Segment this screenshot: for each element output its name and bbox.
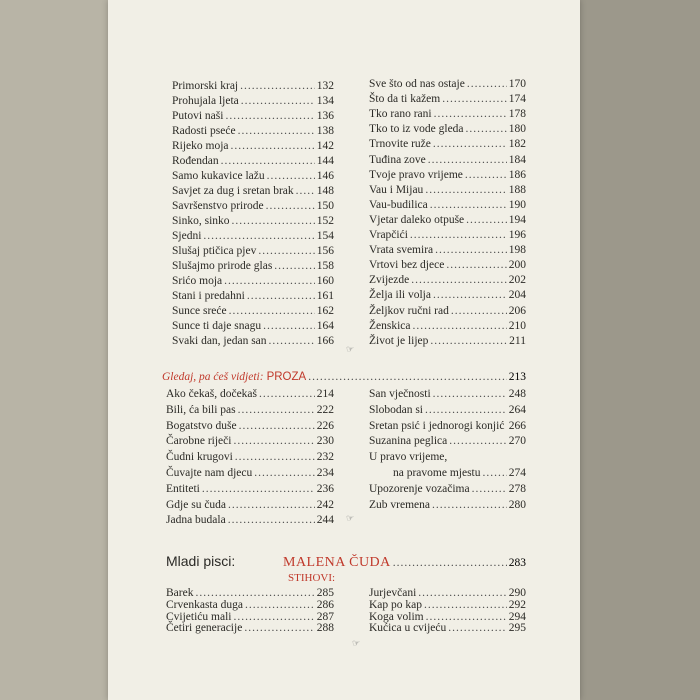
prose-heading-lead: Gledaj, pa ćeš vidjeti: (162, 371, 264, 383)
toc-entry (172, 155, 334, 167)
toc-entry-title: Slušajmo prirode glas (172, 260, 273, 272)
toc-entry (369, 259, 526, 271)
toc-entry (369, 108, 526, 120)
leader-dots (465, 169, 507, 181)
toc-entry (369, 320, 526, 332)
toc-entry-title: Putovi naši (172, 110, 224, 122)
toc-entry (172, 170, 334, 182)
leader-dots (430, 335, 507, 347)
toc-entry-title: Barek (166, 587, 194, 599)
toc-entry-title: Ako čekaš, dočekaš (166, 388, 258, 400)
toc-entry (166, 467, 334, 479)
toc-entry-page: 206 (508, 304, 526, 317)
toc-entry (172, 215, 334, 227)
toc-entry-page: 270 (508, 435, 526, 448)
toc-entry-title: Vjetar daleko otpuše (369, 213, 465, 226)
leader-dots (232, 215, 315, 227)
toc-entry-page: 186 (508, 168, 526, 181)
toc-entry-title: San vječnosti (369, 388, 431, 400)
toc-entry-title: Tuđina zove (369, 153, 426, 166)
toc-entry (166, 388, 334, 400)
leader-dots (274, 260, 314, 272)
leader-dots (238, 125, 315, 137)
toc-entry-title: Entiteti (166, 482, 200, 495)
toc-entry-page: 152 (316, 215, 334, 227)
toc-entry (172, 335, 334, 347)
toc-entry-page: 214 (316, 388, 334, 400)
toc-entry (369, 229, 526, 241)
leader-dots (451, 305, 507, 317)
toc-entry-title: Sve što od nas ostaje (369, 78, 465, 90)
toc-entry-title: Stani i predahni (172, 290, 245, 302)
leader-dots (483, 467, 507, 479)
toc-entry-page: 158 (316, 260, 334, 272)
toc-entry-title: Sunce ti daje snagu (172, 320, 262, 332)
toc-entry (369, 483, 526, 495)
toc-entry-page: 182 (508, 138, 526, 151)
leader-dots (430, 199, 507, 211)
toc-entry-page: 174 (508, 93, 526, 106)
toc-entry (166, 514, 334, 526)
toc-entry-page: 294 (508, 610, 526, 623)
toc-entry (172, 95, 334, 107)
leader-dots (296, 185, 315, 197)
toc-entry-page: 210 (508, 319, 526, 332)
leader-dots (472, 483, 507, 495)
toc-entry-title: Radosti pseće (172, 125, 236, 137)
toc-entry (369, 622, 526, 634)
toc-entry-page: 232 (316, 451, 334, 464)
toc-entry (166, 622, 334, 634)
toc-entry-page: 287 (316, 610, 334, 623)
toc-entry-page: 170 (508, 78, 526, 90)
toc-entry (172, 260, 334, 272)
toc-entry (369, 214, 526, 226)
toc-entry (369, 123, 526, 135)
toc-entry (166, 404, 334, 416)
leader-dots (435, 244, 507, 256)
toc-entry-page: 236 (316, 482, 334, 495)
leader-dots (233, 611, 314, 623)
toc-entry-page: 148 (316, 185, 334, 197)
toc-entry-title: Svaki dan, jedan san (172, 335, 267, 347)
leader-dots (202, 483, 315, 495)
toc-entry-title: Zvijezde (369, 274, 410, 287)
toc-entry-title: Sunce sreće (172, 305, 227, 317)
leader-dots (308, 371, 507, 383)
toc-entry-title: Vau i Mijau (369, 183, 424, 196)
toc-entry (369, 274, 526, 286)
toc-entry-title: Sinko, sinko (172, 215, 230, 227)
toc-entry-title: Željkov ručni rad (369, 304, 449, 317)
toc-entry-page: 274 (508, 467, 526, 479)
leader-dots (467, 78, 507, 90)
toc-entry-title: Bogatstvo duše (166, 419, 237, 432)
toc-entry-page: 136 (316, 110, 334, 122)
leader-dots (267, 170, 315, 182)
leader-dots (426, 611, 507, 623)
toc-entry-title: Kap po kap (369, 598, 423, 611)
toc-entry-page: 132 (316, 80, 334, 92)
toc-entry-page: 138 (316, 125, 334, 137)
toc-entry-page: 244 (316, 514, 334, 527)
toc-entry-title: Vrtovi bez djece (369, 259, 445, 272)
toc-entry-page: 234 (316, 467, 334, 479)
toc-entry-page: 264 (508, 403, 526, 416)
leader-dots (259, 388, 315, 400)
leader-dots (411, 274, 507, 286)
leader-dots (233, 435, 314, 447)
leader-dots (266, 200, 315, 212)
leader-dots (466, 214, 507, 226)
toc-entry-page: 154 (316, 230, 334, 242)
toc-entry-title: Slobodan si (369, 403, 423, 416)
toc-entry-page: 202 (508, 274, 526, 287)
toc-entry (369, 467, 526, 479)
toc-entry-page: 200 (508, 259, 526, 272)
toc-entry (369, 611, 526, 623)
leader-dots (433, 138, 507, 150)
leader-dots (225, 110, 314, 122)
toc-entry-page: 288 (316, 622, 334, 635)
leader-dots (239, 420, 315, 432)
toc-entry-title: Suzanina peglica (369, 435, 448, 448)
toc-entry-page: 166 (316, 335, 334, 347)
toc-entry-title: na pravome mjestu (393, 467, 481, 479)
toc-entry-title: Tvoje pravo vrijeme (369, 168, 463, 181)
toc-entry (172, 80, 334, 92)
leader-dots (434, 108, 507, 120)
young-writers-lead-text: Mladi pisci: (166, 553, 236, 569)
toc-entry (172, 185, 334, 197)
toc-entry (369, 138, 526, 150)
leader-dots (466, 123, 507, 135)
toc-entry (369, 499, 526, 511)
toc-entry-page: 248 (508, 388, 526, 400)
toc-entry-page: 222 (316, 403, 334, 416)
leader-dots (425, 184, 506, 196)
toc-entry-page: 280 (508, 498, 526, 511)
leader-dots (203, 230, 314, 242)
toc-entry-page: 242 (316, 498, 334, 511)
leader-dots (229, 305, 315, 317)
leader-dots (410, 229, 507, 241)
toc-entry-page: 204 (508, 289, 526, 302)
stihovi-text: STIHOVI: (288, 572, 336, 584)
toc-entry-page: 194 (508, 213, 526, 226)
prose-heading (162, 371, 526, 383)
leader-dots (224, 275, 315, 287)
toc-entry (166, 483, 334, 495)
leader-dots (258, 245, 314, 257)
leader-dots (432, 499, 507, 511)
toc-entry (369, 244, 526, 256)
toc-entry-title: Vrata svemira (369, 244, 434, 257)
toc-entry-title: Slušaj ptičica pjev (172, 245, 257, 257)
leader-dots (228, 499, 315, 511)
leader-dots (195, 587, 314, 599)
toc-entry-title: Sretan psić i jednorogi konjić (369, 419, 505, 432)
page-edge (580, 0, 700, 700)
toc-entry-page: 198 (508, 244, 526, 257)
toc-entry-title: Tko rano rani (369, 108, 432, 121)
stihovi-subheading (288, 572, 335, 584)
toc-entry-page: 286 (316, 598, 334, 611)
toc-entry-page: 278 (508, 482, 526, 495)
toc-entry-title: Četiri generacije (166, 622, 243, 635)
toc-entry-title: Čarobne riječi (166, 435, 232, 448)
leader-dots (221, 155, 315, 167)
young-writers-lead (166, 553, 235, 569)
toc-entry-title: Trnovite ruže (369, 138, 431, 151)
toc-entry (369, 420, 526, 432)
leader-dots (413, 320, 507, 332)
toc-entry (369, 184, 526, 196)
leader-dots (254, 467, 315, 479)
toc-entry-page: 211 (509, 334, 526, 347)
leader-dots (263, 320, 315, 332)
toc-entry (166, 420, 334, 432)
young-writers-label: MALENA ČUDA (283, 555, 391, 570)
leader-dots (393, 557, 507, 569)
young-writers-heading (283, 555, 526, 571)
toc-entry-title: Što da ti kažem (369, 93, 441, 106)
toc-entry-title: Primorski kraj (172, 80, 239, 92)
toc-entry (369, 78, 526, 90)
toc-entry (369, 199, 526, 211)
toc-entry-page: 150 (316, 200, 334, 212)
toc-entry-title: Život je lijep (369, 334, 429, 347)
toc-entry (172, 125, 334, 137)
toc-entry (172, 275, 334, 287)
toc-entry (369, 599, 526, 611)
leader-dots (269, 335, 315, 347)
toc-entry-page: 161 (316, 290, 334, 302)
toc-entry-page: 156 (316, 245, 334, 257)
toc-entry-title: Čuvajte nam djecu (166, 467, 253, 479)
toc-entry-title: Jadna budala (166, 514, 226, 527)
leader-dots (446, 259, 506, 271)
toc-entry-page: 292 (508, 598, 526, 611)
toc-entry-page: 196 (508, 229, 526, 241)
toc-entry-page: 295 (508, 622, 526, 635)
toc-entry-title: Zub vremena (369, 498, 430, 511)
toc-entry (166, 599, 334, 611)
leader-dots (433, 388, 507, 400)
toc-entry (166, 587, 334, 599)
pointing-hand-icon: ☞ (352, 638, 361, 648)
toc-entry-title: Cvijetiću mali (166, 610, 232, 623)
leader-dots (425, 404, 507, 416)
toc-entry-page: 230 (316, 435, 334, 448)
toc-entry (172, 140, 334, 152)
leader-dots (231, 140, 315, 152)
toc-entry (166, 435, 334, 447)
toc-entry-page: 160 (316, 275, 334, 287)
toc-entry-title: Čudni krugovi (166, 451, 233, 464)
toc-entry-title: Gdje su čuda (166, 498, 227, 511)
toc-entry-page: 190 (508, 198, 526, 211)
toc-entry (369, 587, 526, 599)
toc-entry-page: 188 (508, 183, 526, 196)
toc-entry-title: Tko to iz vode gleda (369, 123, 464, 136)
toc-entry-page: 178 (508, 108, 526, 121)
toc-entry-title: Bili, ća bili pas (166, 403, 236, 416)
toc-entry (172, 110, 334, 122)
toc-entry-title: Rođendan (172, 155, 219, 167)
young-writers-page: 283 (508, 557, 526, 569)
leader-dots (245, 599, 315, 611)
toc-entry-title: Sjedni (172, 230, 202, 242)
leader-dots (428, 154, 507, 166)
leader-dots (433, 289, 507, 301)
leader-dots (247, 290, 315, 302)
leader-dots (244, 622, 314, 634)
toc-entry-page: 266 (508, 419, 526, 432)
leader-dots (448, 622, 506, 634)
toc-entry-page: 164 (316, 320, 334, 332)
toc-entry-page: 162 (316, 305, 334, 317)
leader-dots (240, 80, 315, 92)
toc-entry (369, 154, 526, 166)
toc-entry (172, 200, 334, 212)
toc-entry (166, 611, 334, 623)
leader-dots (442, 93, 507, 105)
toc-entry-title: Jurjevčani (369, 587, 417, 599)
toc-entry (166, 451, 334, 463)
toc-entry (166, 499, 334, 511)
toc-entry-title: Vrapčići (369, 229, 408, 241)
leader-dots (241, 95, 315, 107)
toc-entry-title: Koga volim (369, 610, 424, 623)
toc-entry-title: Prohujala ljeta (172, 95, 239, 107)
toc-entry-title: Kućica u cvijeću (369, 622, 447, 635)
leader-dots (235, 451, 315, 463)
toc-entry-title: Vau-budilica (369, 198, 428, 211)
toc-entry-title: Želja ili volja (369, 289, 431, 302)
toc-entry (172, 245, 334, 257)
toc-entry (369, 335, 526, 347)
toc-entry (369, 93, 526, 105)
toc-entry-title: Crvenkasta duga (166, 598, 243, 611)
toc-entry-title: U pravo vrijeme, (369, 451, 448, 464)
toc-entry-title: Samo kukavice lažu (172, 170, 265, 182)
toc-entry-page: 184 (508, 153, 526, 166)
toc-entry-page: 180 (508, 123, 526, 136)
toc-entry (369, 305, 526, 317)
toc-entry-page: 146 (316, 170, 334, 182)
prose-heading-page: 213 (508, 371, 526, 383)
toc-entry (369, 404, 526, 416)
leader-dots (418, 587, 506, 599)
toc-entry-page: 285 (316, 587, 334, 599)
leader-dots (449, 435, 507, 447)
toc-entry-page: 290 (508, 587, 526, 599)
toc-entry-title: Ženskica (369, 319, 411, 332)
toc-entry-title: Upozorenje vozačima (369, 482, 470, 495)
toc-entry (369, 289, 526, 301)
toc-entry (369, 388, 526, 400)
toc-entry-title: Rijeko moja (172, 140, 229, 152)
toc-entry (369, 169, 526, 181)
toc-entry-title: Savršenstvo prirode (172, 200, 264, 212)
leader-dots (238, 404, 315, 416)
pointing-hand-icon: ☞ (346, 344, 355, 354)
prose-heading-label: PROZA (266, 371, 307, 383)
toc-entry (172, 230, 334, 242)
pointing-hand-icon: ☞ (346, 513, 355, 523)
toc-entry-page: 134 (316, 95, 334, 107)
toc-entry (172, 305, 334, 317)
toc-entry-page: 144 (316, 155, 334, 167)
toc-entry-page: 226 (316, 419, 334, 432)
toc-entry-page: 142 (316, 140, 334, 152)
toc-entry (172, 290, 334, 302)
toc-entry (369, 451, 526, 463)
toc-entry (172, 320, 334, 332)
toc-entry-title: Savjet za dug i sretan brak (172, 185, 294, 197)
leader-dots (424, 599, 507, 611)
toc-entry (369, 435, 526, 447)
leader-dots (228, 514, 315, 526)
toc-entry-title: Srićo moja (172, 275, 223, 287)
